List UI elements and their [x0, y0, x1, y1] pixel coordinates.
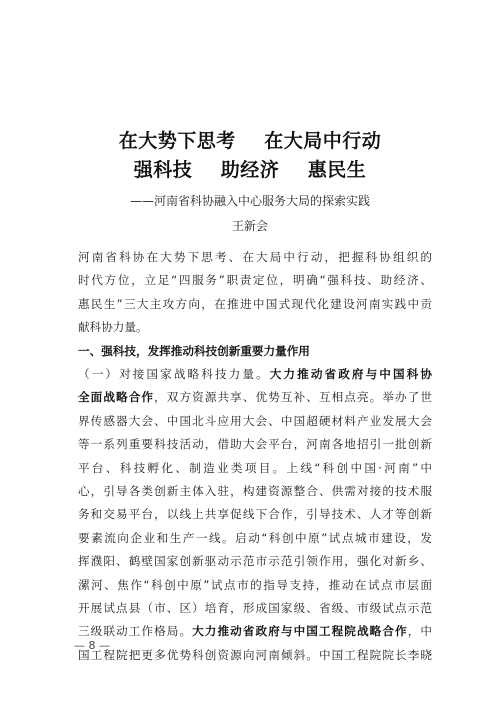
text-segment: 开展试点县（市、区）培育，形成国家级、省级、市级试点示范: [78, 601, 432, 615]
text-segment: （一）对接国家战略科技力量。: [78, 367, 270, 381]
text-segment: 国工程院把更多优势科创资源向河南倾斜。中国工程院院长李晓: [78, 647, 432, 662]
text-segment: 平台、科技孵化、制造业类项目。上线“科创中国·河南”中: [78, 460, 432, 475]
body-text-line: [78, 341, 432, 361]
body-text-line: [78, 387, 432, 407]
bold-text-segment: 大力推动省政府与中国工程院战略合作: [192, 624, 408, 639]
text-segment: 等一系列重要科技活动，借助大会平台，河南各地招引一批创新: [78, 437, 432, 452]
text-segment: 挥濮阳、鹤壁国家创新驱动示范市示范引领作用，强化对新乡、: [78, 554, 432, 569]
body-text-line: [78, 481, 432, 501]
subtitle: ——河南省科协融入中心服务大局的探索实践: [129, 194, 370, 208]
bold-text-segment: 大力推动省政府与中国科协: [269, 367, 432, 381]
text-segment: 河南省科协在大势下思考、在大局中行动，把握科协组织的: [78, 250, 432, 264]
body-text-line: [78, 434, 432, 454]
text-segment: 界传感器大会、中国北斗应用大会、中国超硬材料产业发展大会: [78, 413, 432, 428]
text-segment: 漯河、焦作“科创中原”试点市的指导支持，推动在试点市层面: [78, 577, 432, 592]
body-text-line: [78, 411, 432, 431]
bold-text-segment: 一、强科技，发挥推动科技创新重要力量作用: [78, 343, 310, 358]
body-text-line: [78, 270, 432, 290]
title-line-1: 在大势下思考 在大局中行动: [118, 130, 382, 152]
body-text-line: [78, 317, 432, 337]
text-segment: 三级联动工作格局。: [78, 624, 193, 639]
body-text-line: [78, 528, 432, 548]
author-name: 王新会: [231, 219, 268, 233]
body-text-line: [78, 575, 432, 595]
body-text-line: [78, 551, 432, 571]
body-text-line: [78, 598, 432, 618]
text-segment: 要素流向企业和生产一线。启动“科创中原”试点城市建设，发: [78, 530, 432, 545]
body-text-line: [78, 621, 432, 641]
text-segment: 时代方位，立足“四服务”职责定位，明确“强科技、助经济、: [78, 273, 432, 288]
bold-text-segment: 全面战略合作: [78, 390, 155, 405]
body-text-line: [78, 504, 432, 524]
body-text-line: [78, 458, 432, 478]
text-segment: 务和交易平台，以线上共享促线下合作，引导技术、人才等创新: [78, 507, 432, 522]
page-number: — 8 —: [74, 639, 110, 652]
text-segment: ，中: [407, 624, 432, 639]
text-segment: 心，引导各类创新主体入驻，构建资源整合、供需对接的技术服: [78, 484, 432, 498]
text-segment: 惠民生”三大主攻方向，在推进中国式现代化建设河南实践中贡: [78, 296, 432, 311]
body-text-line: [78, 247, 432, 267]
text-segment: ，双方资源共享、优势互补、互相点亮。举办了世: [154, 390, 432, 405]
body-text-line: [78, 294, 432, 314]
body-text-line: [78, 645, 432, 665]
body-text-line: [78, 364, 432, 384]
title-line-2: 强科技 助经济 惠民生: [133, 159, 367, 181]
text-segment: 献科协力量。: [78, 320, 148, 335]
